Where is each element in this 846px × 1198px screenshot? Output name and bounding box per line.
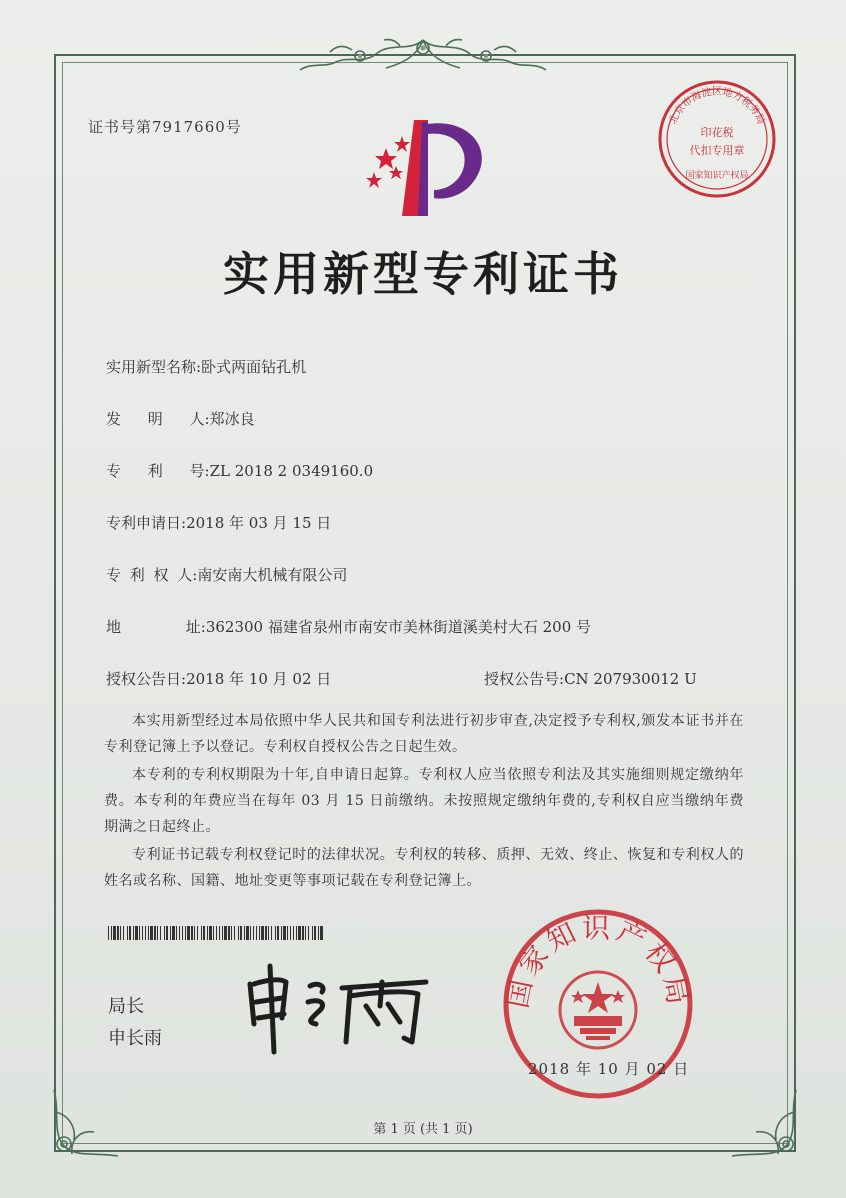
grant-date-label: 授权公告日: [106,670,187,688]
director-title: 局长 [108,996,144,1017]
ornament-icon [290,34,556,78]
tax-seal [656,78,778,200]
model-name-label: 实用新型名称: [106,358,202,376]
grant-number-row [484,668,697,689]
filing-date-label: 专利申请日: [106,514,187,532]
grant-date-value: 2018 年 10 月 02 日 [186,670,332,688]
official-seal-text: 国家知识产权局 [500,911,696,1011]
patentee-value: 南安南大机械有限公司 [197,566,348,584]
tax-seal-outer-text: 北京市海淀区地方税务局 [667,86,767,127]
director-name: 申长雨 [108,1028,162,1049]
filing-date-value: 2018 年 03 月 15 日 [186,514,332,532]
stamp-date: 2018 年 10 月 02 日 [528,1060,690,1078]
tax-seal-line2: 代扣专用章 [689,144,745,157]
certificate-number: 证书号第7917660号 [88,118,242,136]
barcode [108,926,326,940]
patent-number-row [106,460,373,481]
director-signature [236,962,436,1056]
legal-paragraph-1: 本实用新型经过本局依照中华人民共和国专利法进行初步审查,决定授予专利权,颁发本证书并在专利登记簿上予以登记。专利权自授权公告之日起生效。 [104,713,744,755]
legal-paragraph-3: 专利证书记载专利权登记时的法律状况。专利权的转移、质押、无效、终止、恢复和专利权人的姓名或名称、国籍、地址变更等事项记载在专利登记簿上。 [104,847,744,889]
page-number: 第 1 页 (共 1 页) [373,1122,473,1137]
inventor-label: 发 明 人: [106,410,210,428]
address-row [106,616,591,637]
cnipa-logo-icon [356,112,490,222]
inventor-row [106,408,255,429]
model-name-row [106,356,306,377]
patent-number-value: ZL 2018 2 0349160.0 [209,462,374,480]
patentee-label: 专 利 权 人: [106,566,198,584]
grant-date-row [106,668,331,689]
address-label: 地 址: [106,618,206,636]
tax-seal-line1: 印花税 [700,126,734,139]
inventor-value: 郑冰良 [209,410,255,428]
model-name-value: 卧式两面钻孔机 [201,358,307,376]
grant-number-label: 授权公告号: [484,670,565,688]
certificate-title: 实用新型专利证书 [223,247,623,301]
patentee-row [106,564,347,585]
address-value: 362300 福建省泉州市南安市美林街道溪美村大石 200 号 [205,618,592,636]
filing-date-row [106,512,331,533]
legal-paragraph-2: 本专利的专利权期限为十年,自申请日起算。专利权人应当依照专利法及其实施细则规定缴纳年费。本专利的年费应当在每年 03 月 15 日前缴纳。未按照规定缴纳年费的,专利权自应当缴纳年费期满之日起终止。 [104,767,744,835]
patent-number-label: 专 利 号: [106,462,210,480]
grant-number-value: CN 207930012 U [564,670,697,688]
national-emblem-icon [560,972,636,1048]
tax-seal-bottom-text: 国家知识产权局 [685,171,749,181]
